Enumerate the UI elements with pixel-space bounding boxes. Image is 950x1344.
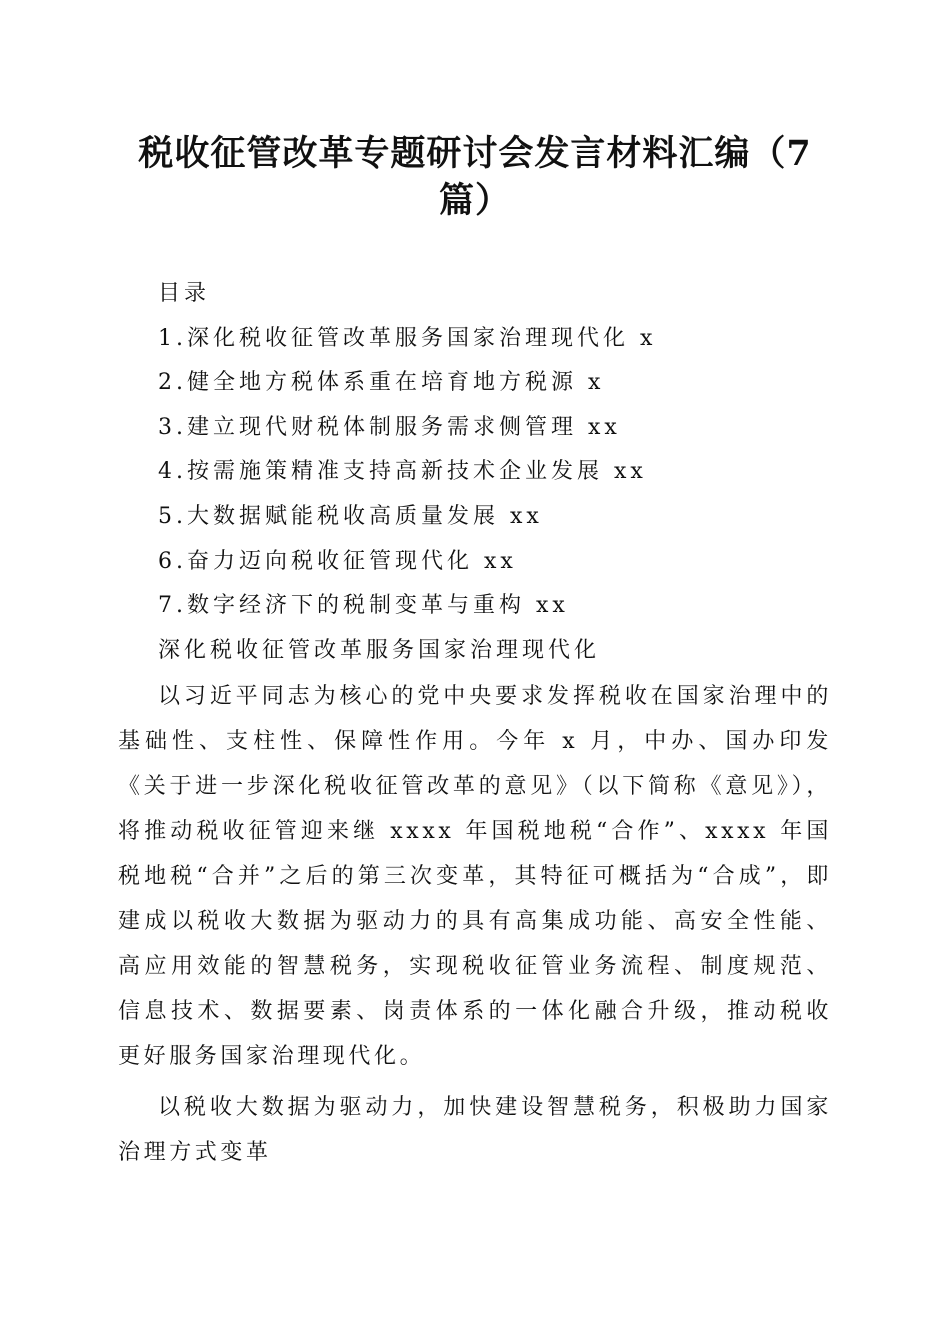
toc-item: 4.按需施策精准支持高新技术企业发展 xx (158, 459, 647, 485)
body-paragraph: 以税收大数据为驱动力，加快建设智慧税务，积极助力国家治理方式变革 (118, 1095, 832, 1165)
toc-heading: 目录 (158, 281, 211, 306)
toc-item: 5.大数据赋能税收高质量发展 xx (158, 503, 543, 529)
section-title: 深化税收征管改革服务国家治理现代化 (158, 637, 601, 663)
document-title: 税收征管改革专题研讨会发言材料汇编（7篇） (138, 133, 812, 221)
toc-item: 2.健全地方税体系重在培育地方税源 x (158, 370, 605, 396)
toc-item: 6.奋力迈向税收征管现代化 xx (158, 548, 517, 574)
toc-item: 1.深化税收征管改革服务国家治理现代化 x (158, 325, 657, 351)
toc-item: 7.数字经济下的税制变革与重构 xx (158, 593, 569, 619)
body-text (118, 674, 832, 1175)
toc-item: 3.建立现代财税体制服务需求侧管理 xx (158, 414, 621, 440)
body-paragraph: 以习近平同志为核心的党中央要求发挥税收在国家治理中的基础性、支柱性、保障性作用。今年 x 月，中办、国办印发《关于进一步深化税收征管改革的意见》（以下简称《意见》），将推动税收征管迎来继 xxxx 年国税地税“合作”、xxxx 年国税地税“合并”之后的第三次变革，其特征可概括为“合成”，即建成以税收大数据为驱动力的具有高集成功能、高安全性能、高应用效能的智慧税务，实现税收征管业务流程、制度规范、信息技术、数据要素、岗责体系的一体化融合升级，推动税收更好服务国家治理现代化。 (118, 684, 832, 1069)
table-of-contents (158, 272, 858, 673)
